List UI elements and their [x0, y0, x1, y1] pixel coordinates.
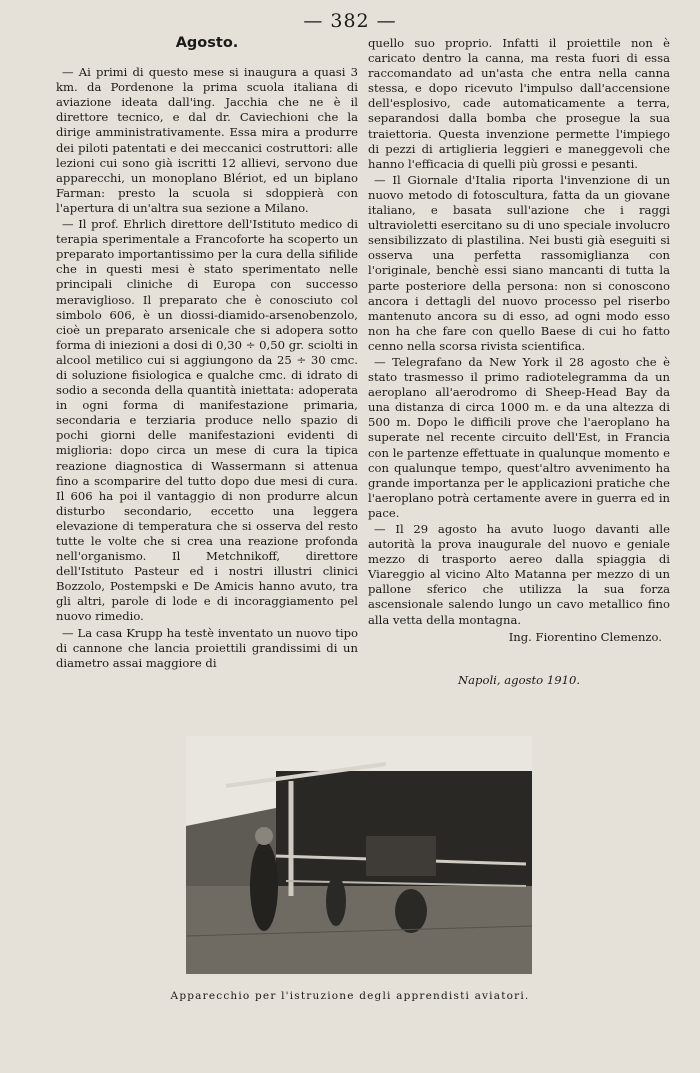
person-figure: [250, 841, 278, 931]
right-column: [368, 36, 670, 688]
author-signature: Ing. Fiorentino Clemenzo.: [508, 629, 662, 644]
fuselage: [366, 836, 436, 876]
person-figure: [326, 876, 346, 926]
paragraph: — Telegrafano da New York il 28 agosto che è stato trasmesso il primo radiotelegramma da un aeroplano all'aerodromo di Sheep-Head Bay da una distanza di circa 1000 m. e da una altezza di 500 m. Dopo le difficili prove che l'aeroplano ha superate nel recente circuito dell'Est, in Francia con le partenze effettuate in qualunque momento e con qualunque tempo, quest'altro avvenimento ha grande importanza per le applicazioni pratiche che l'aeroplano potrà certamente avere in guerra ed in pace.: [368, 354, 670, 520]
paragraph: — Il Giornale d'Italia riporta l'invenzione di un nuovo metodo di fotoscultura, fatta da un giovane italiano, e basata sull'azione che i raggi ultravioletti esercitano su di uno speciale involucro sensibilizzato di plastilina. Nei busti già eseguiti si osserva una perfetta rassomiglianza con l'originale, benchè essi siano mancanti di tutta la parte posteriore della persona: non si conoscono ancora i dettagli del nuovo processo pel riserbo mantenuto ancora su di esso, ad ogni modo esso non ha che fare con quello Baese di cui ho fatto cenno nella scorsa rivista scientifica.: [368, 172, 670, 353]
paragraph: — La casa Krupp ha testè inventato un nuovo tipo di cannone che lancia proiettili grandissimi di un diametro assai maggiore di: [56, 625, 358, 670]
page-number: — 382 —: [303, 10, 397, 32]
person-head: [255, 827, 273, 845]
photograph-aviation-training: [186, 736, 532, 974]
paragraph: quello suo proprio. Infatti il proiettile non è caricato dentro la canna, ma resta fuori di essa raccomandato ad un'asta che entra nella canna stessa, e dopo ricevuto l'impulso dall'accensione dell'esplosivo, cade automaticamente a terra, separandosi dalla bomba che prosegue la sua traiettoria. Questa invenzione permette l'impiego di pezzi di artiglieria leggieri e maneggevoli che hanno l'efficacia di quelli più grossi e pesanti.: [368, 36, 670, 171]
ground: [186, 886, 532, 974]
photo-illustration: [186, 736, 532, 974]
section-title: Agosto.: [175, 35, 239, 51]
paragraph: — Il prof. Ehrlich direttore dell'Istituto medico di terapia sperimentale a Francoforte ha scoperto un preparato importantissimo per la cura della sifilide che in questi mesi è stato sperimentato nelle principali cliniche di Europa con successo meraviglioso. Il preparato che è conosciuto col simbolo 606, è un diossi-diamido-arsenobenzolo, cioè un preparato arsenicale che si adopera sotto forma di iniezioni a dosi di 0,30 ÷ 0,50 gr. sciolti in alcool metilico cui si aggiungono da 25 ÷ 30 cmc. di soluzione fisiologica e qualche cmc. di idrato di sodio a seconda della quantità iniettata: adoperata in ogni forma di manifestazione primaria, secondaria e terziaria produce nello spazio di pochi giorni delle manifestazioni evidenti di miglioria: dopo circa un mese di cura la tipica reazione diagnostica di Wassermann si attenua fino a scomparire del tutto dopo due mesi di cura. Il 606 ha poi il vantaggio di non produrre alcun disturbo secondario, eccetto una leggera elevazione di temperatura che si osserva del resto tutte le volte che si crea una reazione profonda nell'organismo. Il Metchnikoff, direttore dell'Istituto Pasteur ed i nostri illustri clinici Bozzolo, Postempski e De Amicis hanno avuto, tra gli altri, parole di lode e di incoraggiamento pel nuovo rimedio.: [56, 217, 358, 624]
left-column: [56, 36, 358, 672]
paragraph: — Ai primi di questo mese si inaugura a quasi 3 km. da Pordenone la prima scuola italiana di aviazione ideata dall'ing. Jacchia che ne è il direttore tecnico, e dal dr. Caviechioni che la dirige amministrativamente. Essa mira a produrre dei piloti patentati e dei meccanici costruttori: alle lezioni cui sono già iscritti 12 allievi, servono due apparecchi, un monoplano Blériot, ed un biplano Farman: presto la scuola si sdoppierà con l'apertura di un'altra sua sezione a Milano.: [56, 65, 358, 215]
figure-caption: Apparecchio per l'istruzione degli apprendisti aviatori.: [170, 990, 530, 1002]
dateline: Napoli, agosto 1910.: [457, 672, 581, 687]
paragraph: — Il 29 agosto ha avuto luogo davanti alle autorità la prova inaugurale del nuovo e geniale mezzo di trasporto aereo dalla spiaggia di Viareggio al vicino Alto Matanna per mezzo di un pallone sferico che utilizza la sua forza ascensionale salendo lungo un cavo metallico fino alla vetta della montagna.: [368, 522, 670, 627]
person-figure: [395, 889, 427, 933]
